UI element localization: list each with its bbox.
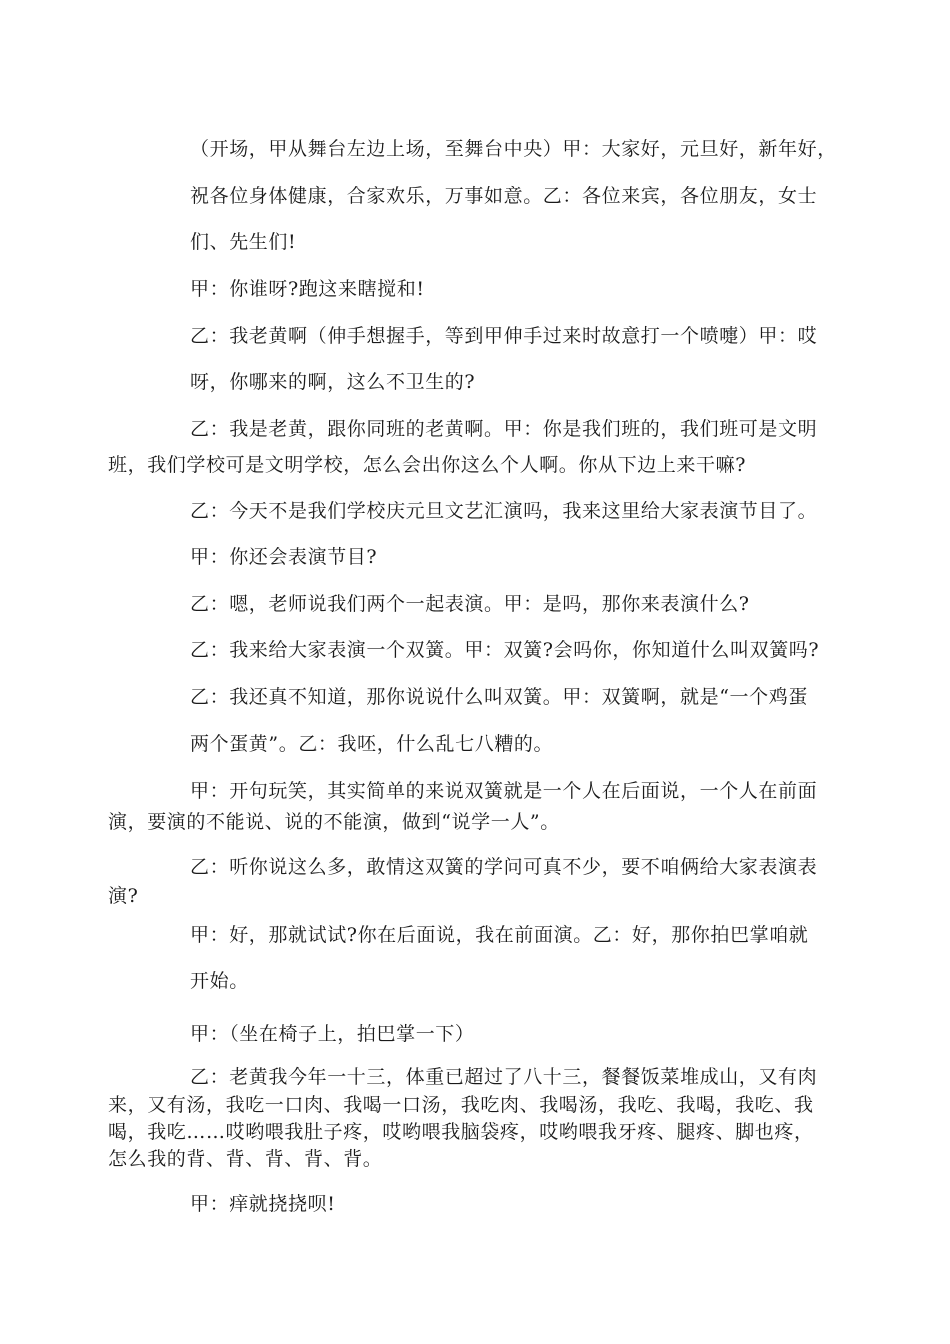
text-line: 甲：开句玩笑，其实简单的来说双簧就是一个人在后面说，一个人在前面: [190, 780, 818, 802]
text-line: 乙：我是老黄，跟你同班的老黄啊。甲：你是我们班的，我们班可是文明: [190, 418, 818, 440]
text-line: 甲：痒就挠挠呗!: [190, 1193, 336, 1215]
text-line: 甲：你还会表演节目?: [190, 546, 378, 568]
text-line: 乙：我来给大家表演一个双簧。甲：双簧?会吗你，你知道什么叫双簧吗?: [190, 639, 820, 661]
text-line: 乙：嗯，老师说我们两个一起表演。甲：是吗，那你来表演什么?: [190, 593, 750, 615]
text-line: 演，要演的不能说、说的不能演，做到“说学一人”。: [108, 811, 560, 833]
text-line: 乙：听你说这么多，敢情这双簧的学问可真不少，要不咱俩给大家表演表: [190, 856, 818, 878]
text-line: 开始。: [190, 970, 249, 992]
text-line: 甲：（坐在椅子上，拍巴掌一下）: [190, 1023, 475, 1045]
text-line: 呀，你哪来的啊，这么不卫生的?: [190, 371, 476, 393]
text-line: 甲：你谁呀?跑这来瞎搅和!: [190, 278, 425, 300]
text-line: 乙：我还真不知道，那你说说什么叫双簧。甲：双簧啊，就是“一个鸡蛋: [190, 686, 808, 708]
text-line: 甲：好，那就试试?你在后面说，我在前面演。乙：好，那你拍巴掌咱就: [190, 924, 809, 946]
text-line: 班，我们学校可是文明学校，怎么会出你这么个人啊。你从下边上来干嘛?: [108, 454, 746, 476]
text-line: 喝，我吃……哎哟喂我肚子疼，哎哟喂我脑袋疼，哎哟喂我牙疼、腿疼、脚也疼，: [108, 1121, 814, 1143]
text-line: 乙：我老黄啊（伸手想握手，等到甲伸手过来时故意打一个喷嚏）甲：哎: [190, 325, 818, 347]
text-line: 两个蛋黄”。乙：我呸，什么乱七八糟的。: [190, 733, 554, 755]
text-line: 怎么我的背、背、背、背、背。: [108, 1148, 383, 1170]
text-line: 们、先生们!: [190, 231, 297, 253]
text-line: 祝各位身体健康，合家欢乐，万事如意。乙：各位来宾，各位朋友，女士: [190, 185, 818, 207]
text-line: 演?: [108, 885, 139, 907]
text-line: 乙：老黄我今年一十三，体重已超过了八十三，餐餐饭菜堆成山，又有肉: [190, 1066, 818, 1088]
text-line: （开场，甲从舞台左边上场，至舞台中央）甲：大家好，元旦好，新年好，: [190, 138, 837, 160]
text-line: 来，又有汤，我吃一口肉、我喝一口汤，我吃肉、我喝汤，我吃、我喝，我吃、我: [108, 1094, 814, 1116]
text-line: 乙：今天不是我们学校庆元旦文艺汇演吗，我来这里给大家表演节目了。: [190, 500, 818, 522]
